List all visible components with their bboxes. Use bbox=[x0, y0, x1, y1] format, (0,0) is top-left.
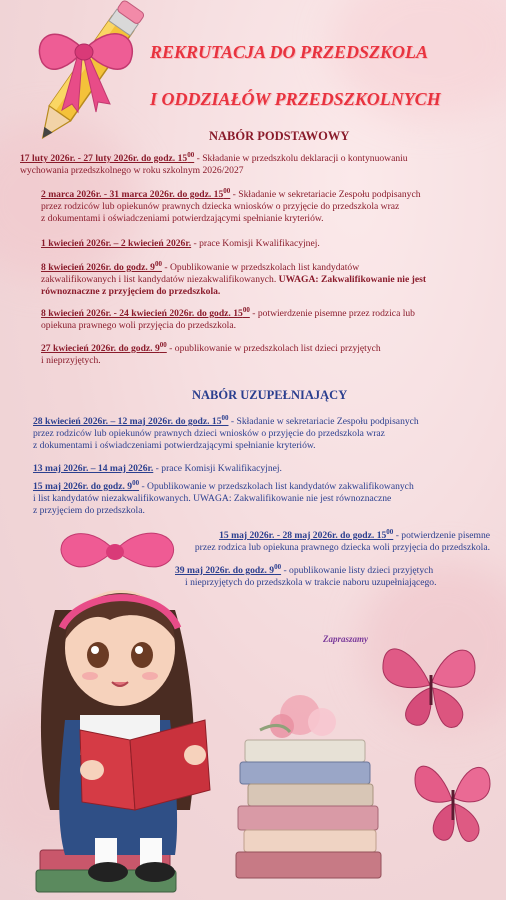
list-item: 15 maj 2026r. do godz. $9^{00}$ - Opublikowanie w przedszkolach list kandydatów zakwalifikowanych i list kandydatów niezakwalifikowanych. UWAGA: Zakwalifikowanie nie jest równoznaczne z przyjęciem do przedszkola. bbox=[33, 478, 414, 517]
closing-text: Zapraszamy bbox=[323, 634, 368, 644]
list-item: 27 kwiecień 2026r. do godz. $9^{00}$ - opublikowanie w przedszkolach list dzieci przyjętych i nieprzyjętych. bbox=[41, 340, 381, 367]
list-item: 39 maj 2026r. do godz. $9^{00}$ - opublikowanie listy dzieci przyjętych i nieprzyjętych do przedszkola w trakcie naboru uzupełniającego. bbox=[175, 562, 437, 589]
girl-reading-illustration bbox=[10, 520, 240, 900]
page-title-line1: REKRUTACJA DO PRZEDSZKOLA bbox=[150, 42, 429, 62]
butterfly-icon bbox=[375, 630, 485, 740]
list-item: 2 marca 2026r. - 31 marca 2026r. do godz. $15^{00}$ - Składanie w sekretariacie Zespołu podpisanych przez rodziców lub opiekunów prawnych dziecka wniosków o przyjęcie do przedszkola wraz z dokumentami i oświadczeniami potwierdzającymi spełnianie kryteriów. bbox=[41, 186, 421, 225]
butterfly-icon bbox=[410, 750, 495, 850]
list-item: 1 kwiecień 2026r. – 2 kwiecień 2026r. - prace Komisji Kwalifikacyjnej. bbox=[41, 238, 320, 249]
list-item: 8 kwiecień 2026r. do godz. $9^{00}$ - Opublikowanie w przedszkolach list kandydatów zakwalifikowanych i list kandydatów niezakwalifikowanych. UWAGA: Zakwalifikowanie nie jest równoznaczne z przyjęciem do przedszkola. bbox=[41, 259, 427, 298]
section-heading-podstawowy: NABÓR PODSTAWOWY bbox=[209, 129, 350, 143]
section-heading-uzupelniajacy: NABÓR UZUPEŁNIAJĄCY bbox=[192, 388, 348, 402]
list-item: 8 kwiecień 2026r. - 24 kwiecień 2026r. do godz. $15^{00}$ - potwierdzenie pisemne przez rodzica lub opiekuna prawnego woli przyjęcia do przedszkola. bbox=[41, 305, 415, 332]
list-item: 13 maj 2026r. – 14 maj 2026r. - prace Komisji Kwalifikacyjnej. bbox=[33, 463, 282, 474]
list-item: 15 maj 2026r. - 28 maj 2026r. do godz. $15^{00}$ - potwierdzenie pisemne przez rodzica lub opiekuna prawnego dziecka woli przyjęcia do przedszkola. bbox=[194, 527, 490, 554]
page-title-line2: I ODDZIAŁÓW PRZEDSZKOLNYCH bbox=[150, 89, 441, 109]
list-item: 17 luty 2026r. - 27 luty 2026r. do godz. $15^{00}$ - Składanie w przedszkolu deklaracji o kontynuowaniu wychowania przedszkolnego w roku szkolnym 2026/2027 bbox=[20, 150, 408, 177]
pencil-bow-illustration bbox=[12, 0, 147, 160]
list-item: 28 kwiecień 2026r. – 12 maj 2026r. do godz. $15^{00}$ - Składanie w sekretariacie Zespołu podpisanych przez rodziców lub opiekunów prawnych dzieci wniosków o przyjęcie do przedszkola wraz z dokumentami i oświadczeniami potwierdzającymi spełnianie kryteriów. bbox=[33, 413, 419, 452]
